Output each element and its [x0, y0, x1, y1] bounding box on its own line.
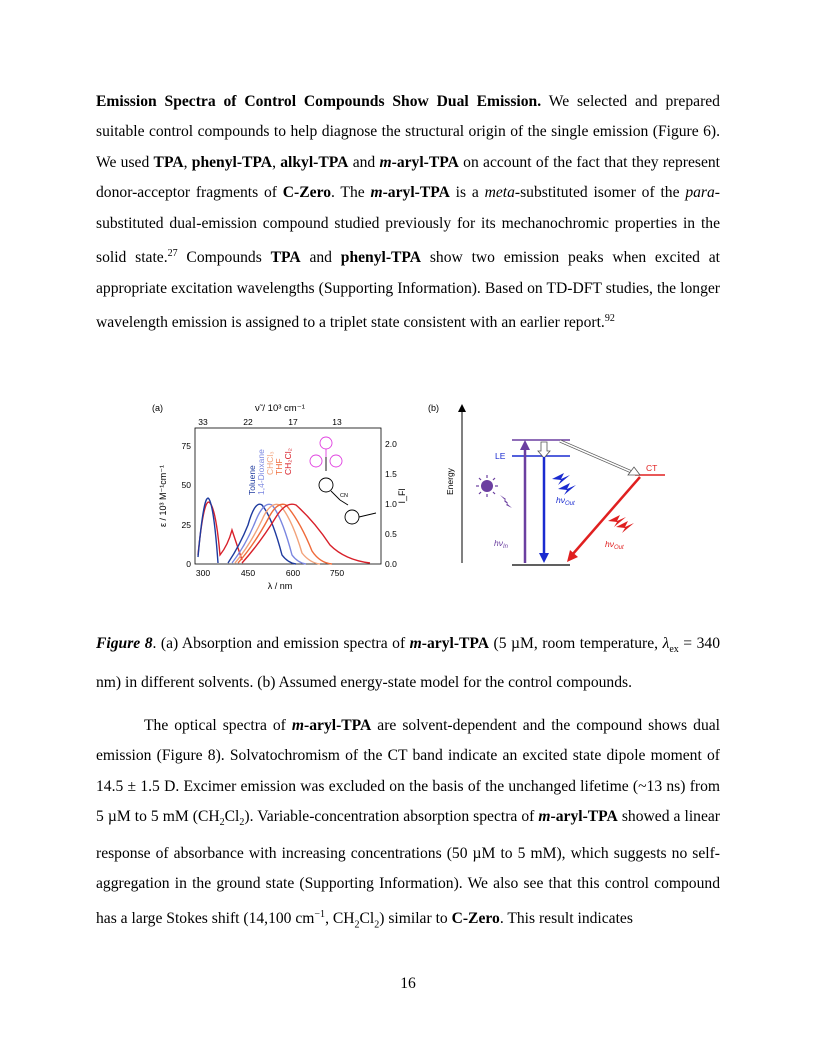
- le-label: LE: [495, 451, 506, 461]
- lightning-ct-icon: [608, 515, 634, 533]
- absorption-arrowhead: [520, 440, 530, 450]
- absorption-curve-toluene: [198, 498, 218, 563]
- bottom-ticks: [196, 568, 344, 578]
- paragraph-optical-spectra: The optical spectra of m-aryl-TPA are solvent-dependent and the compound shows dual emission (Figure 8). Solvatochromism of the CT band indicate an excited state dipole moment of 14.5 ± 1.5 D. Excimer emission was excluded on the basis of the unchanged lifetime (~13 ns) from 5 µM to 5 mM $(CH_2Cl_2)$. Variable-concentration absorption spectra of m-aryl-TPA showed a linear response of absorbance with increasing concentrations (50 µM to 5 mM), which suggests no self-aggregation in the ground state (Supporting Information). We also see that this control compound has a large Stokes shift (14,100 $cm^{-1}$, $CH_2Cl_2$) similar to C-Zero. This result indicates: [96, 717, 721, 930]
- top-tick-33: 33: [198, 417, 208, 427]
- figure-caption: Figure 8. (a) Absorption and emission spectra of m-aryl-TPA (5 µM, room temperature, $\lambda_{ex} = 340$ nm) in different solvents. (b) Assumed energy-state model for the control compounds.: [96, 635, 720, 692]
- right-tick-0.0: 0.0: [385, 559, 397, 569]
- molecule-structure: [310, 437, 376, 524]
- citation-92: 92: [604, 313, 615, 325]
- figure-8-graphic: [140, 395, 690, 605]
- page-number: 16: [400, 975, 416, 992]
- right-tick-1.5: 1.5: [385, 469, 397, 479]
- figure-8: [140, 395, 690, 605]
- energy-axis-arrowhead: [458, 404, 466, 412]
- energy-label: Energy: [445, 468, 455, 495]
- caption-label: Figure 8: [96, 635, 153, 652]
- x-axis-label: λ / nm: [267, 581, 293, 591]
- lightning-in-icon: [500, 495, 512, 508]
- cn-label: CN: [340, 493, 348, 499]
- right-tick-0.5: 0.5: [385, 529, 397, 539]
- bottom-tick-300: 300: [195, 568, 211, 578]
- legend-dioxane: 1,4-Dioxane: [256, 449, 266, 495]
- le-emission-arrowhead: [539, 553, 549, 563]
- right-tick-2.0: 2.0: [385, 439, 397, 449]
- citation-27: 27: [167, 248, 178, 260]
- hv-in-label: $h\nu_{In}$: [494, 538, 508, 550]
- hv-out-ct-label: $h\nu_{Out}$: [605, 539, 624, 551]
- left-tick-75: 75: [181, 441, 191, 451]
- emission-curve-dioxane: [232, 504, 306, 564]
- top-tick-13: 13: [332, 417, 342, 427]
- bottom-tick-450: 450: [240, 568, 256, 578]
- y-axis-left-label: ε / 10³ M⁻¹cm⁻¹: [158, 464, 168, 528]
- top-ticks: [198, 417, 342, 427]
- left-tick-25: 25: [181, 520, 191, 530]
- legend-toluene: Toluene: [247, 465, 257, 495]
- bottom-tick-600: 600: [285, 568, 301, 578]
- section-heading: Emission Spectra of Control Compounds Show Dual Emission.: [96, 93, 542, 110]
- top-tick-17: 17: [288, 417, 298, 427]
- legend-thf: THF: [274, 458, 284, 475]
- paragraph-dual-emission: Emission Spectra of Control Compounds Show Dual Emission. We selected and prepared suitable control compounds to help diagnose the structural origin of the single emission (Figure 6). We used TPA, phenyl-TPA, alkyl-TPA and m-aryl-TPA on account of the fact that they represent donor-acceptor fragments of C-Zero. The m-aryl-TPA is a meta-substituted isomer of the para-substituted dual-emission compound studied previously for its mechanochromic properties in the solid state.$^{27}$ Compounds TPA and phenyl-TPA show two emission peaks when excited at appropriate excitation wavelengths (Supporting Information). Based on TD-DFT studies, the longer wavelength emission is assigned to a triplet state consistent with an earlier report.$^{92}$: [96, 93, 721, 332]
- light-source-icon: [476, 475, 498, 497]
- legend-chcl3: CHCl₃: [265, 451, 275, 475]
- left-tick-50: 50: [181, 480, 191, 490]
- ct-label: CT: [646, 463, 658, 473]
- right-tick-1.0: 1.0: [385, 499, 397, 509]
- legend-ch2cl2: CH₂Cl₂: [283, 448, 293, 475]
- solvent-legend: [247, 448, 293, 495]
- panel-b-label: (b): [428, 403, 439, 413]
- bottom-tick-750: 750: [329, 568, 345, 578]
- right-ticks: [385, 439, 397, 569]
- emission-curve-ch2cl2: [242, 504, 370, 563]
- lightning-le-icon: [552, 473, 576, 495]
- panel-a-label: (a): [152, 403, 163, 413]
- top-axis-label: ν̃ / 10³ cm⁻¹: [255, 403, 305, 414]
- left-tick-0: 0: [186, 559, 191, 569]
- hv-out-le-label: $h\nu_{Out}$: [556, 495, 575, 507]
- y-axis-right-label: I_Fl: [397, 488, 407, 504]
- left-ticks: [182, 441, 192, 569]
- top-tick-22: 22: [243, 417, 253, 427]
- spectra: [198, 498, 370, 564]
